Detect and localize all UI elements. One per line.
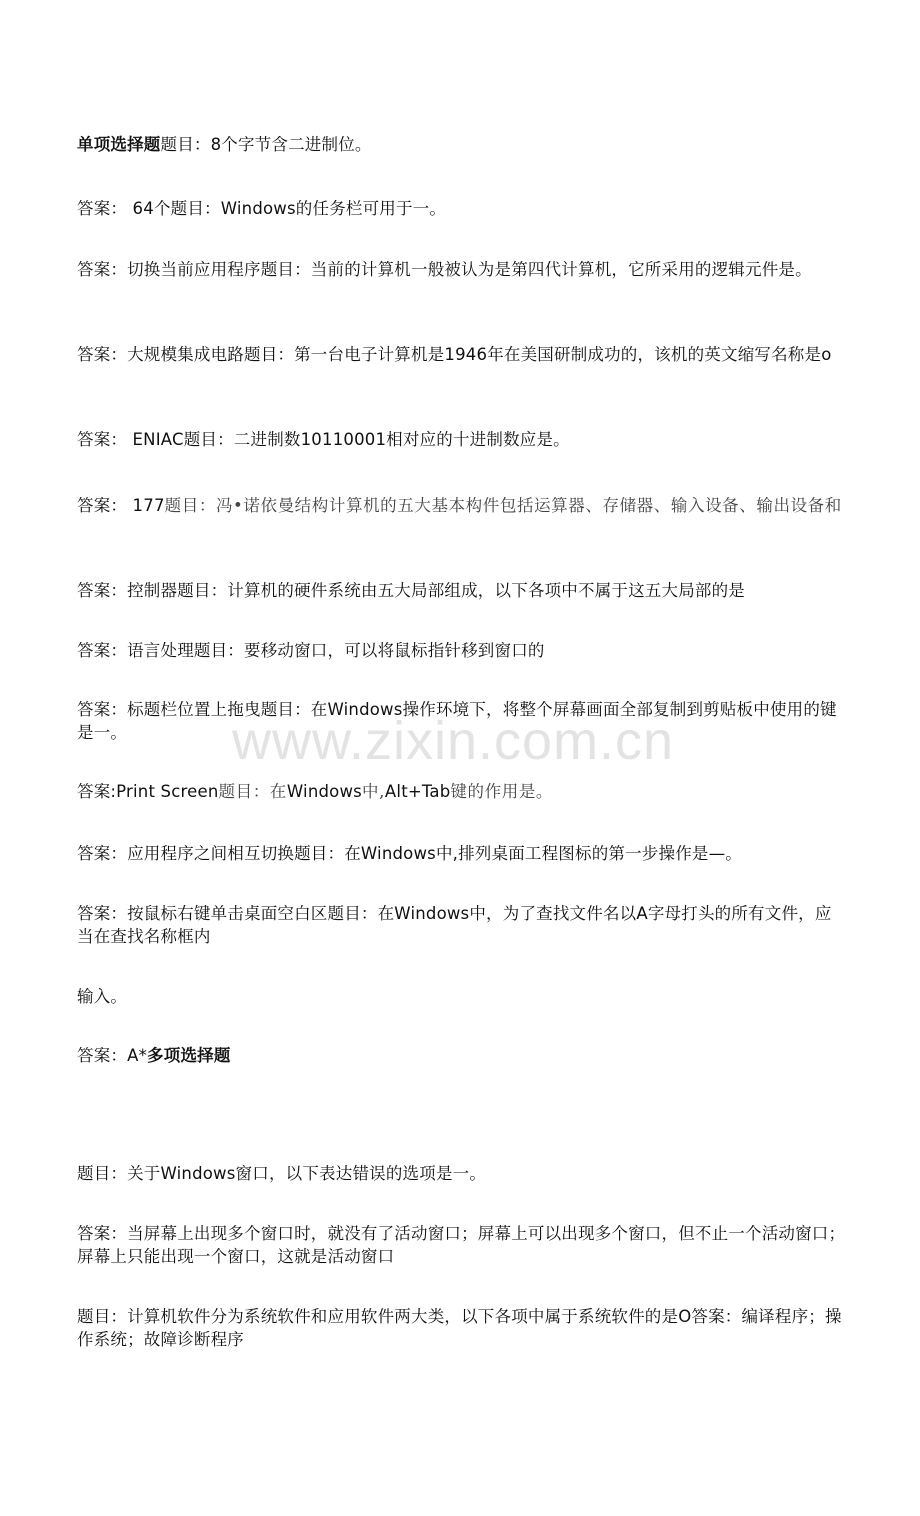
section-heading-single-choice: 单项选择题 [77, 135, 161, 154]
paragraph-6 [77, 494, 847, 517]
question-text: 键的作用是。 [450, 782, 554, 801]
paragraph-14 [77, 1044, 847, 1067]
paragraph-15: 题目：关于Windows窗口，以下表达错误的选项是一。 [77, 1164, 487, 1183]
question-label: 题目：在 [218, 782, 287, 801]
paragraph-4: 答案：大规模集成电路题目：第一台电子计算机是1946年在美国研制成功的，该机的英文缩写名称是o [77, 345, 832, 364]
question-keyword: Alt+Tab [384, 782, 451, 801]
question-text: 题目：冯•诺依曼结构计算机的五大基本构件包括运算器、存储器、输入设备、输出设备和 [164, 496, 842, 515]
paragraph-1 [77, 133, 847, 156]
answer-text: 答案:Print Screen [77, 782, 219, 801]
watermark: www.zixin.com.cn [232, 711, 675, 771]
question-keyword: Windows [286, 782, 362, 801]
paragraph-7: 答案：控制器题目：计算机的硬件系统由五大局部组成，以下各项中不属于这五大局部的是 [77, 581, 745, 600]
paragraph-17: 题目：计算机软件分为系统软件和应用软件两大类，以下各项中属于系统软件的是O答案：编译程序；操作系统；故障诊断程序 [77, 1307, 842, 1349]
section-heading-multiple-choice: 多项选择题 [147, 1046, 231, 1065]
paragraph-5: 答案： ENIAC题目：二进制数10110001相对应的十进制数应是。 [77, 430, 570, 449]
paragraph-2: 答案： 64个题目：Windows的任务栏可用于一。 [77, 199, 447, 218]
paragraph-3: 答案：切换当前应用程序题目：当前的计算机一般被认为是第四代计算机，它所采用的逻辑元件是。 [77, 260, 812, 279]
paragraph-8: 答案：语言处理题目：要移动窗口，可以将鼠标指针移到窗口的 [77, 641, 545, 660]
answer-text: 答案：A* [77, 1046, 148, 1065]
question-text: 中, [361, 782, 385, 801]
paragraph-12: 答案：按鼠标右键单击桌面空白区题目：在Windows中，为了查找文件名以A字母打头的所有文件，应当在查找名称框内 [77, 904, 832, 946]
paragraph-10 [77, 780, 847, 803]
paragraph-16: 答案：当屏幕上出现多个窗口时，就没有了活动窗口；屏幕上可以出现多个窗口，但不止一个活动窗口；屏幕上只能出现一个窗口，这就是活动窗口 [77, 1224, 846, 1266]
answer-text: 答案： 177 [77, 496, 165, 515]
paragraph-11: 答案：应用程序之间相互切换题目：在Windows中,排列桌面工程图标的第一步操作是—。 [77, 844, 742, 863]
paragraph-13: 输入。 [77, 987, 128, 1006]
question-text: 题目：8个字节含二进制位。 [160, 135, 372, 154]
paragraph-9: 答案：标题栏位置上拖曳题目：在Windows操作环境下，将整个屏幕画面全部复制到剪贴板中使用的键是一。 [77, 700, 837, 742]
